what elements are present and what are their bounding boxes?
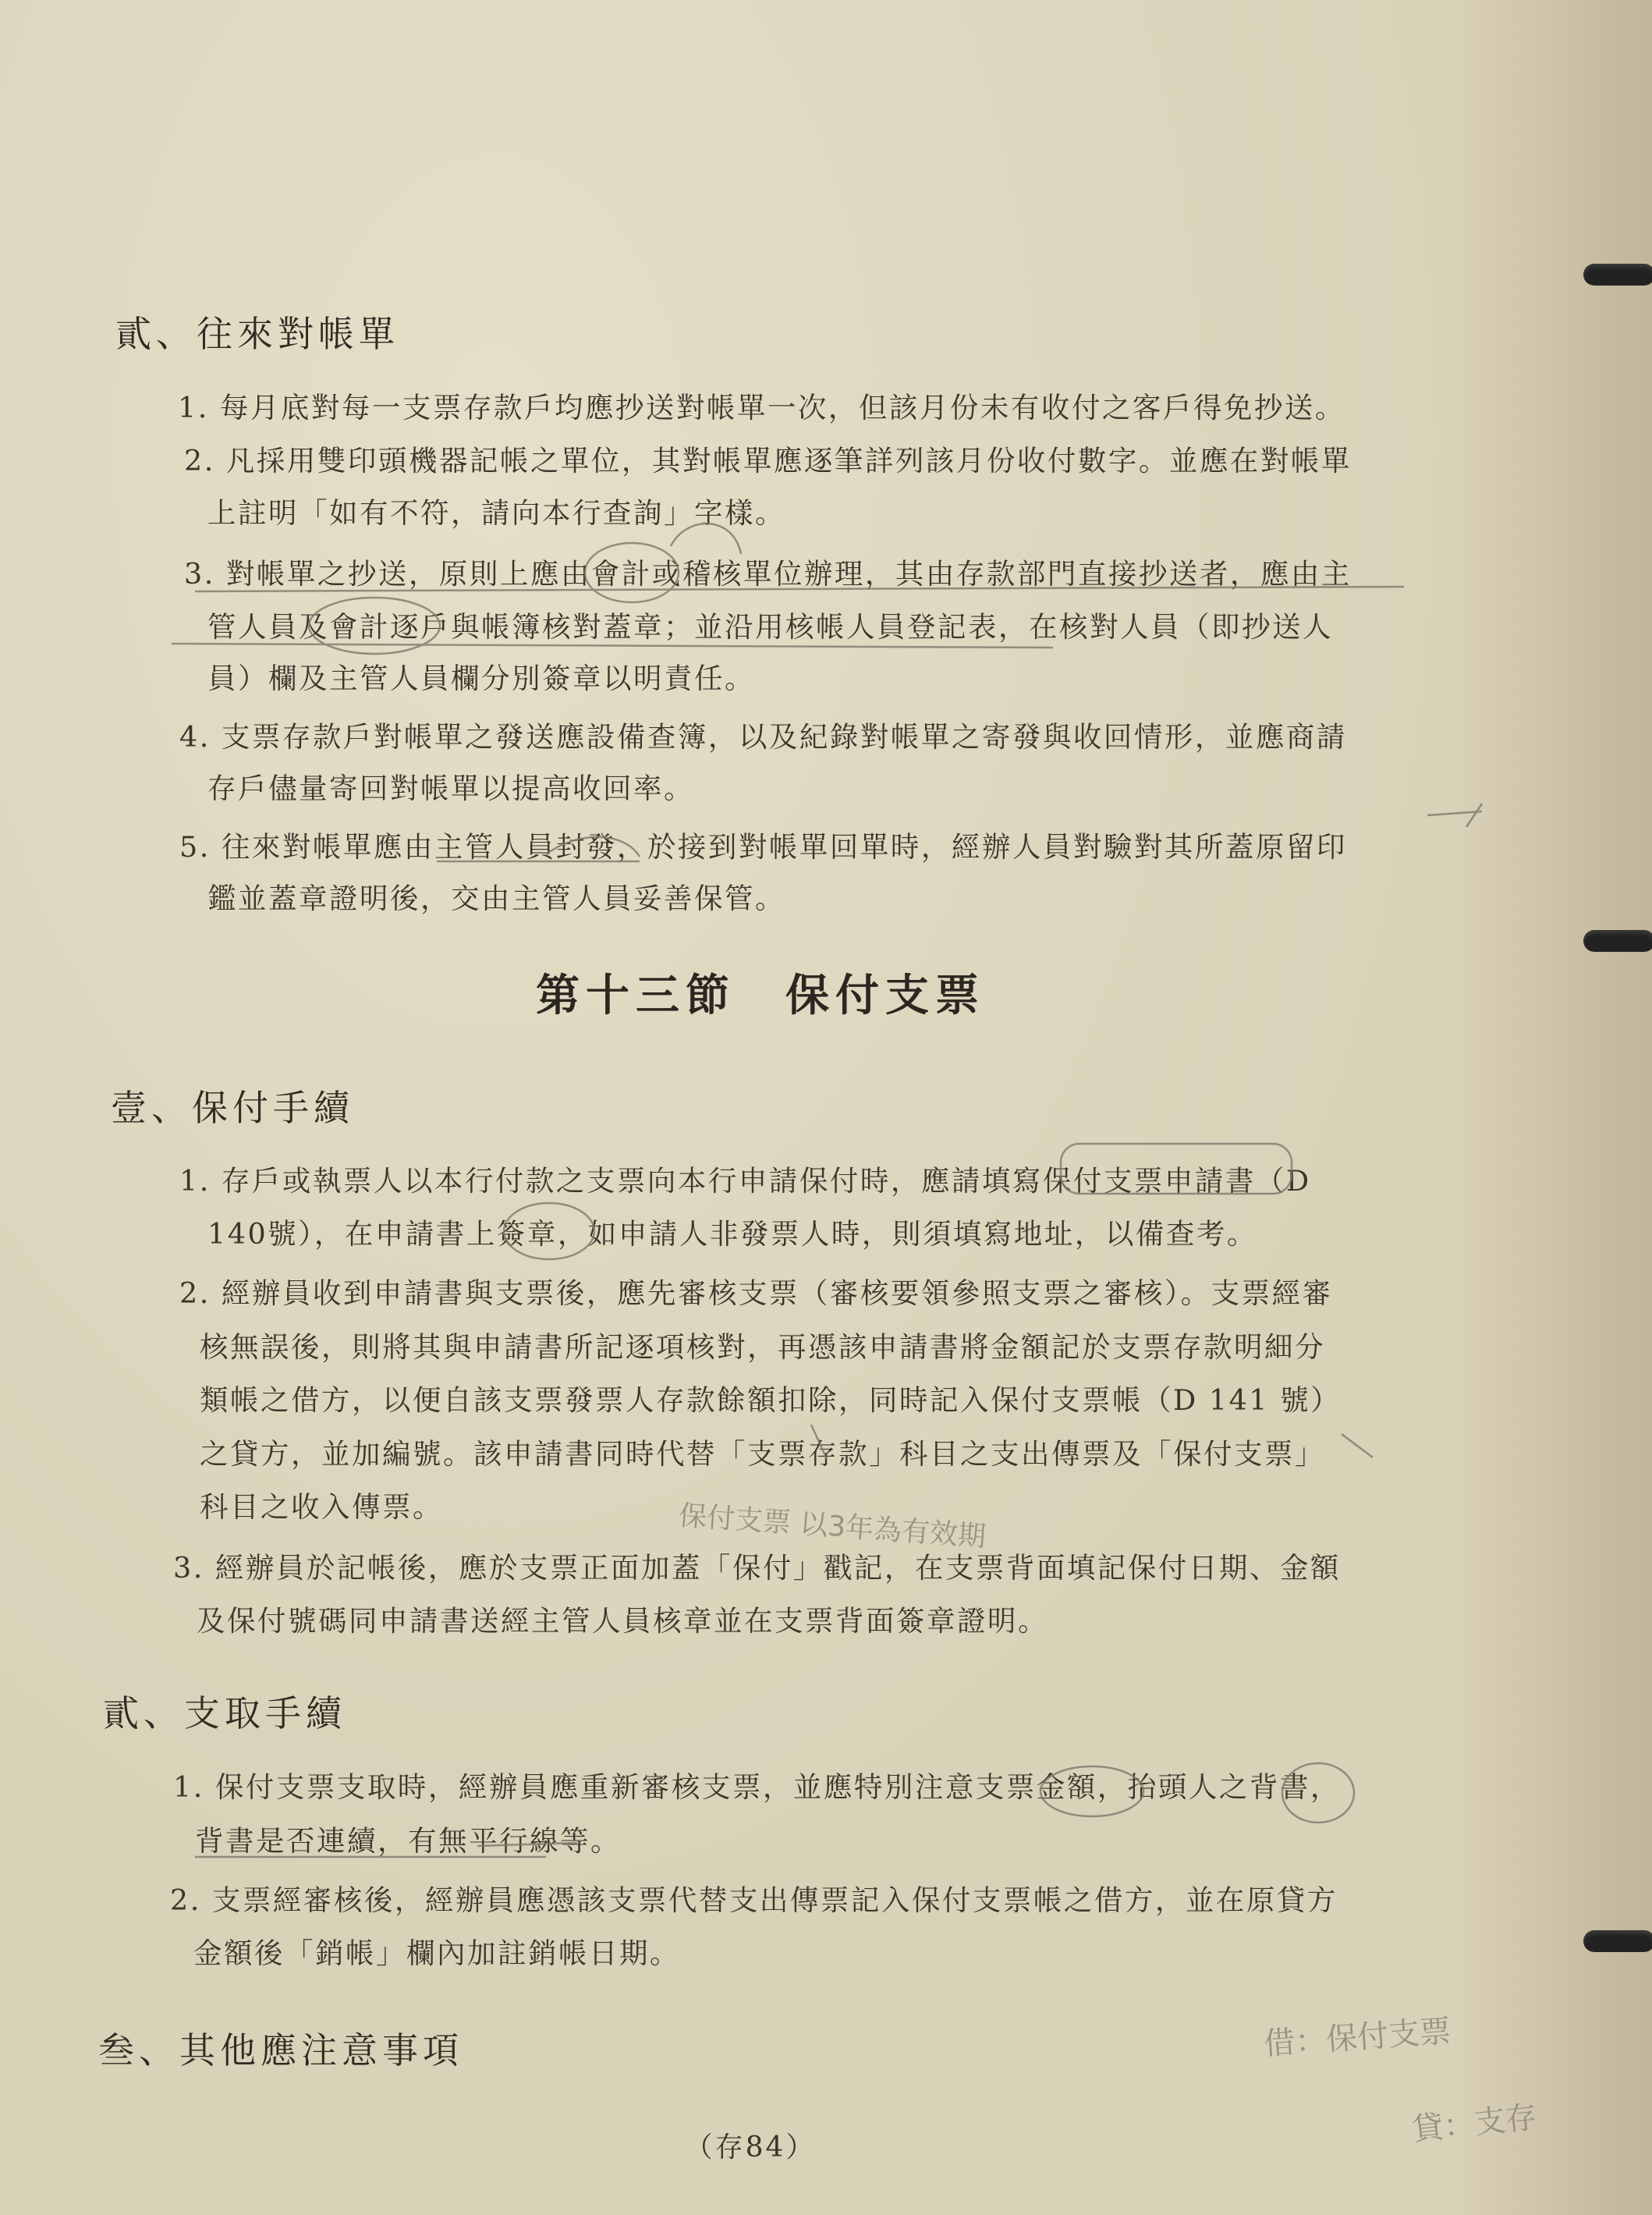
heading-certify-procedure: 壹、保付手續 xyxy=(111,1087,354,1129)
heading-withdrawal-procedure: 貳、支取手續 xyxy=(103,1692,346,1734)
statement-line-1: 1. 每月底對每一支票存款戶均應抄送對帳單一次，但該月份未有收付之客戶得免抄送。 xyxy=(178,391,1345,424)
statement-line-10: 鑑並蓋章證明後，交由主管人員妥善保管。 xyxy=(207,882,785,915)
statement-line-4: 3. 對帳單之抄送，原則上應由會計或稽核單位辦理，其由存款部門直接抄送者，應由主 xyxy=(184,557,1352,591)
chapter-title: 第十三節 保付支票 xyxy=(536,970,985,1021)
withdrawal-line-3: 2. 支票經審核後，經辦員應憑該支票代替支出傳票記入保付支票帳之借方，並在原貸方 xyxy=(170,1883,1338,1917)
handwritten-note-validity: 保付支票 以3年為有效期 xyxy=(677,1500,987,1553)
page-number: （存84） xyxy=(684,2132,817,2164)
statement-line-2: 2. 凡採用雙印頭機器記帳之單位，其對帳單應逐筆詳列該月份收付數字。並應在對帳單 xyxy=(184,444,1352,477)
statement-line-8: 存戶儘量寄回對帳單以提高收回率。 xyxy=(207,772,694,805)
statement-line-5: 管人員及會計逐戶與帳簿核對蓋章；並沿用核帳人員登記表，在核對人員（即抄送人 xyxy=(207,610,1333,644)
statement-line-3: 上註明「如有不符，請向本行查詢」字樣。 xyxy=(207,496,785,530)
handwritten-note-debit: 借：保付支票 xyxy=(1262,2013,1452,2063)
certify-line-2: 140號），在申請書上簽章，如申請人非發票人時，則須填寫地址，以備查考。 xyxy=(207,1217,1257,1251)
heading-statement: 貳、往來對帳單 xyxy=(115,313,399,355)
handwritten-note-credit: 貸：支存 xyxy=(1410,2099,1539,2149)
statement-line-6: 員）欄及主管人員欄分別簽章以明責任。 xyxy=(207,662,755,695)
statement-line-7: 4. 支票存款戶對帳單之發送應設備查簿，以及紀錄對帳單之寄發與收回情形，並應商請 xyxy=(179,720,1347,754)
certify-line-7: 科目之收入傳票。 xyxy=(200,1490,443,1524)
certify-line-6: 之貸方，並加編號。該申請書同時代替「支票存款」科目之支出傳票及「保付支票」 xyxy=(200,1437,1325,1471)
certify-line-4: 核無誤後，則將其與申請書所記逐項核對，再憑該申請書將金額記於支票存款明細分 xyxy=(200,1330,1325,1364)
statement-line-9: 5. 往來對帳單應由主管人員封發，於接到對帳單回單時，經辦人員對驗對其所蓋原留印 xyxy=(179,830,1347,864)
withdrawal-line-1: 1. 保付支票支取時，經辦員應重新審核支票，並應特別注意支票金額，抬頭人之背書， xyxy=(173,1770,1341,1804)
certify-line-9: 及保付號碼同申請書送經主管人員核章並在支票背面簽章證明。 xyxy=(197,1604,1048,1638)
heading-other-notes: 叁、其他應注意事項 xyxy=(98,2029,463,2071)
certify-line-8: 3. 經辦員於記帳後，應於支票正面加蓋「保付」戳記，在支票背面填記保付日期、金額 xyxy=(173,1551,1341,1585)
certify-line-1: 1. 存戶或執票人以本行付款之支票向本行申請保付時，應請填寫保付支票申請書（D xyxy=(179,1164,1311,1198)
withdrawal-line-4: 金額後「銷帳」欄內加註銷帳日期。 xyxy=(193,1936,680,1970)
withdrawal-line-2: 背書是否連續，有無平行線等。 xyxy=(195,1824,621,1858)
certify-line-3: 2. 經辦員收到申請書與支票後，應先審核支票（審核要領參照支票之審核）。支票經審 xyxy=(179,1276,1333,1310)
certify-line-5: 類帳之借方，以便自該支票發票人存款餘額扣除，同時記入保付支票帳（D 141 號） xyxy=(200,1383,1342,1417)
